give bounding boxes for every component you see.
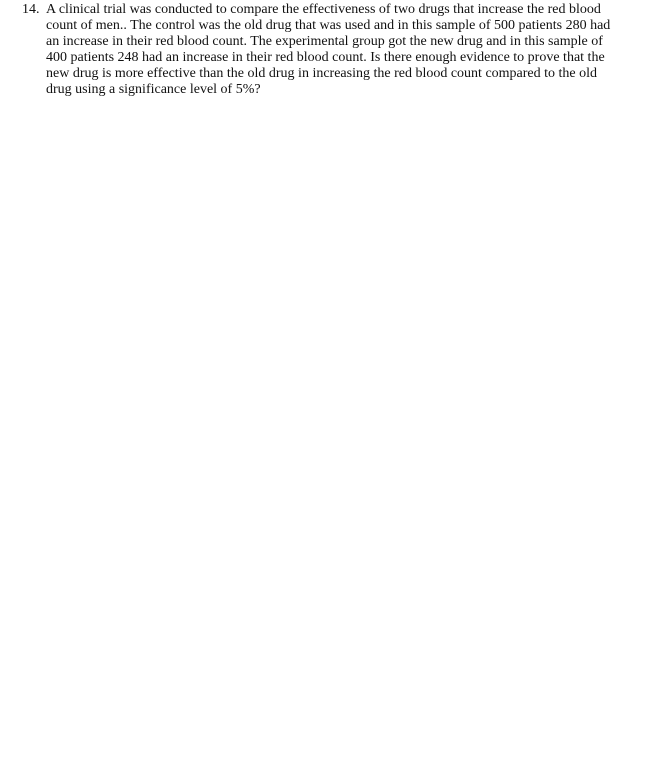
question-number: 14.	[22, 2, 40, 17]
question-item	[22, 2, 622, 98]
question-text: A clinical trial was conducted to compare the effectiveness of two drugs that increase the red blood count of men.. The control was the old drug that was used and in this sample of 500 patients 280 had an increase in their red blood count. The experimental group got the new drug and in this sample of 400 patients 248 had an increase in their red blood count. Is there enough evidence to prove that the new drug is more effective than the old drug in increasing the red blood count compared to the old drug using a significance level of 5%?	[46, 2, 611, 97]
